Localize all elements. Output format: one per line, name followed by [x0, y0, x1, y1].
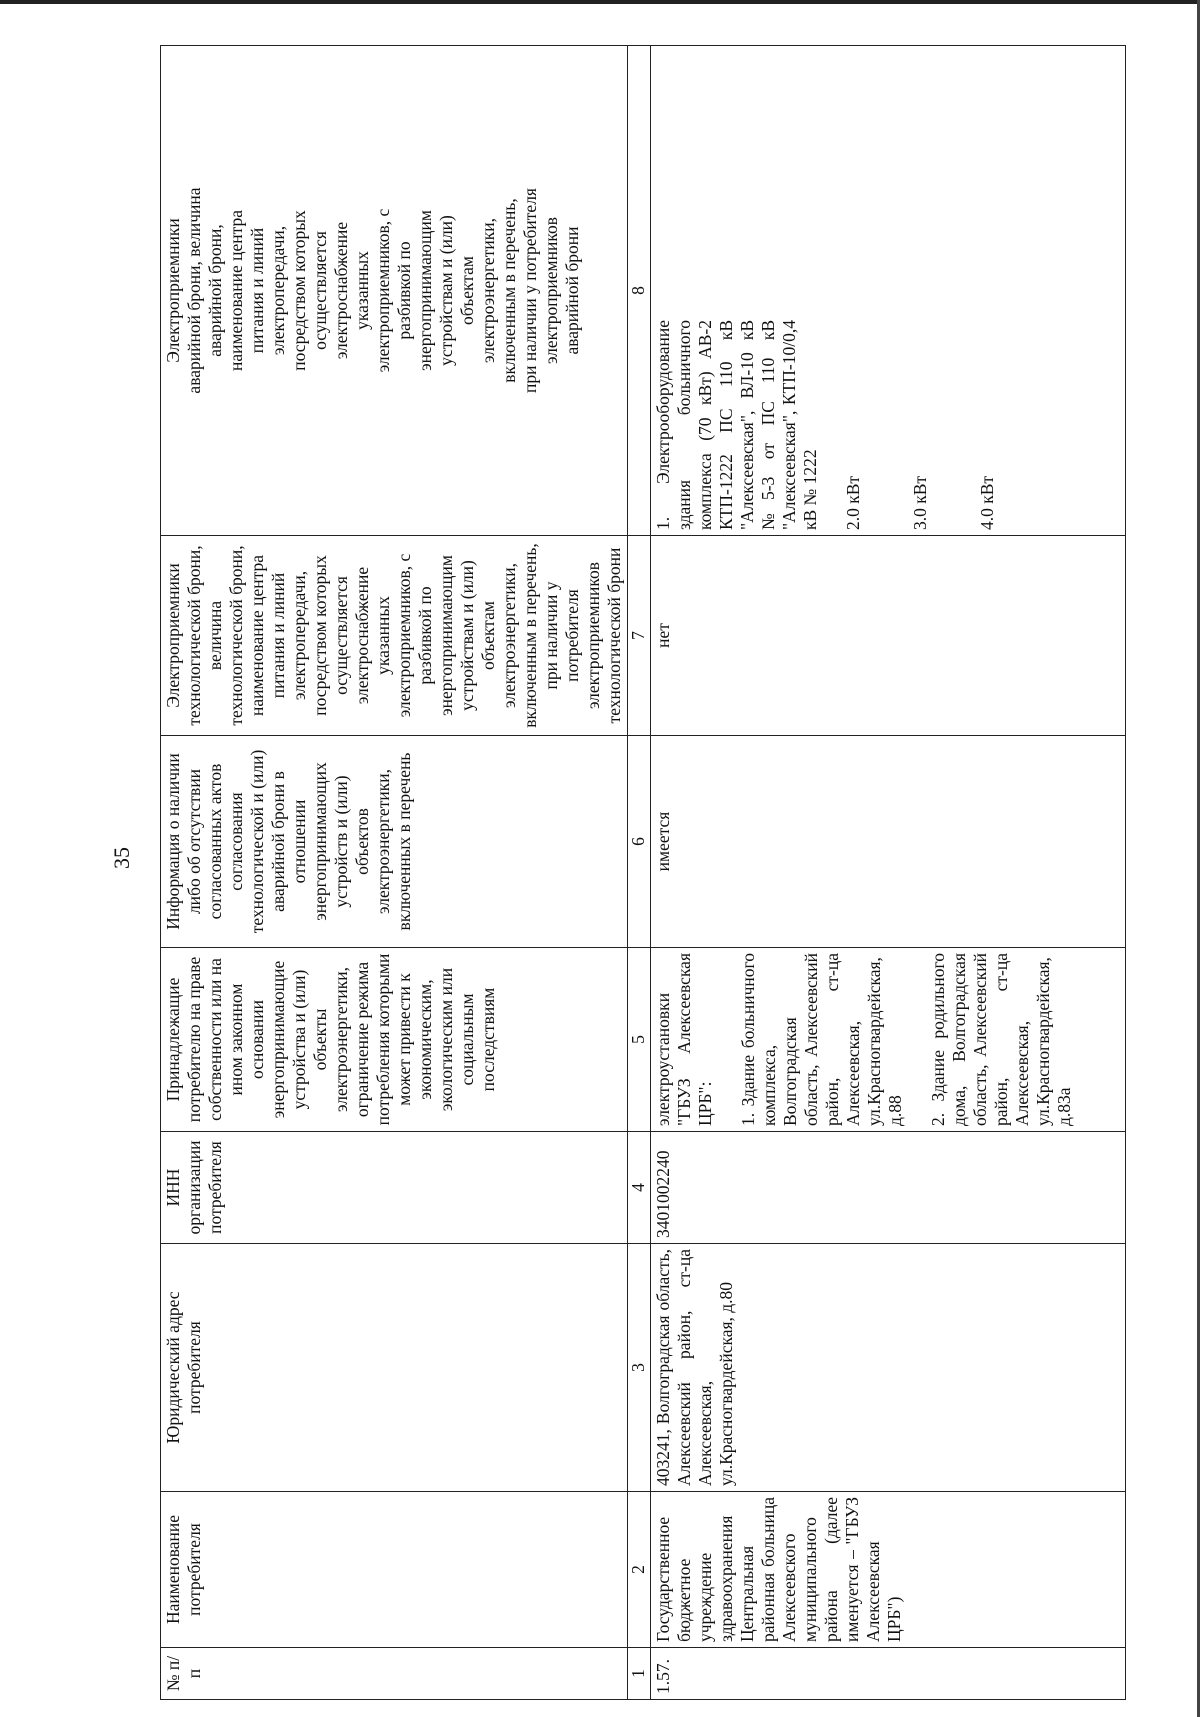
- header-inn: ИНН организации потребителя: [161, 1132, 628, 1244]
- row-number: 1.57.: [651, 1648, 1126, 1700]
- header-number: № п/п: [161, 1648, 628, 1700]
- header-tech-reserve: Электроприемники технологической брони, величина технологической брони, наименование центра питания и линий электропередачи, посредством которых осуществляется электроснабжение указанных электроприемников, с разбивкой по энергопринимающим устройствам и (или) объектам электроэнергетики, включенным в перечень, при наличии у потребителя электроприемников технологической брони: [161, 536, 628, 736]
- emergency-reserve-value: [651, 46, 1126, 536]
- col-number-5: 5: [628, 948, 651, 1132]
- emergency-power-2: 3.0 кВт: [910, 475, 930, 530]
- legal-address: 403241, Волгоградская область, Алексеевский район, ст-ца Алексеевская, ул.Красногвардейская, д.80: [651, 1244, 1126, 1492]
- consumer-table: [160, 45, 1126, 1700]
- consumer-name: Государственное бюджетное учреждение здравоохранения Центральная районная больница Алексеевского муниципального района (далее именуется – "ГБУЗ Алексеевская ЦРБ"): [651, 1492, 1126, 1648]
- scan-edge-top: [0, 0, 1200, 4]
- header-emergency-reserve-text: Электроприемники аварийной брони, величина аварийной брони, наименование центра питания и линий электропередачи, посредством которых осуществляется электроснабжение указанных электроприемников, с разбивкой по энергопринимающим устройствам и (или) объектам электроэнергетики, включенным в перечень, при наличии у потребителя электроприемников аварийной брони: [163, 187, 582, 394]
- column-number-row: [628, 46, 651, 1700]
- header-consumer-name: Наименование потребителя: [161, 1492, 628, 1648]
- col-number-4: 4: [628, 1132, 651, 1244]
- header-legal-address: Юридический адрес потребителя: [161, 1244, 628, 1492]
- emergency-power-1: 2.0 кВт: [843, 475, 863, 530]
- header-row: [161, 46, 628, 1700]
- tech-reserve-value: нет: [651, 536, 1126, 736]
- owned-devices: [651, 948, 1126, 1132]
- header-emergency-reserve: [161, 46, 628, 536]
- col-number-8: 8: [628, 46, 651, 536]
- rotated-page-content: [160, 46, 1145, 1700]
- object-item-1: 1. Здание больничного комплекса, Волгоградская область, Алексеевский район, ст-ца Алексеевская, ул.Красногвардейская, д.88: [738, 953, 905, 1126]
- header-owned-devices: Принадлежащие потребителю на праве собственности или на ином законном основании энергопринимающие устройства и (или) объекты электроэнергетики, ограничение режима потребления которыми может привести к экономическим, экологическим или социальным последствиям: [161, 948, 628, 1132]
- col-number-3: 3: [628, 1244, 651, 1492]
- emergency-equipment: 1. Электрооборудование здания больничного комплекса (70 кВт) АВ-2 КТП-1222 ПС 110 кВ "Алексеевская", ВЛ-10 кВ №5-3 от ПС 110 кВ "Алексеевская", КТП-10/0,4 кВ № 1222: [653, 320, 820, 530]
- header-acts-info: Информация о наличии либо об отсутствии согласованных актов согласования технологической и (или) аварийной брони в отношении энергопринимающих устройств и (или) объектов электроэнергетики, включенных в перечень: [161, 736, 628, 948]
- col-number-7: 7: [628, 536, 651, 736]
- objects-intro: электроустановки "ГБУЗ Алексеевская ЦРБ":: [653, 953, 715, 1126]
- col-number-2: 2: [628, 1492, 651, 1648]
- col-number-6: 6: [628, 736, 651, 948]
- emergency-power-3: 4.0 кВт: [977, 475, 997, 530]
- acts-info-value: имеется: [651, 736, 1126, 948]
- object-item-2: 2. Здание родильного дома, Волгоградская область, Алексеевский район, ст-ца Алексеевская, ул.Красногвардейская, д.83а: [928, 953, 1074, 1126]
- col-number-1: 1: [628, 1648, 651, 1700]
- page-number: 35: [109, 847, 134, 869]
- table-row: [651, 46, 1126, 1700]
- inn-value: 3401002240: [651, 1132, 1126, 1244]
